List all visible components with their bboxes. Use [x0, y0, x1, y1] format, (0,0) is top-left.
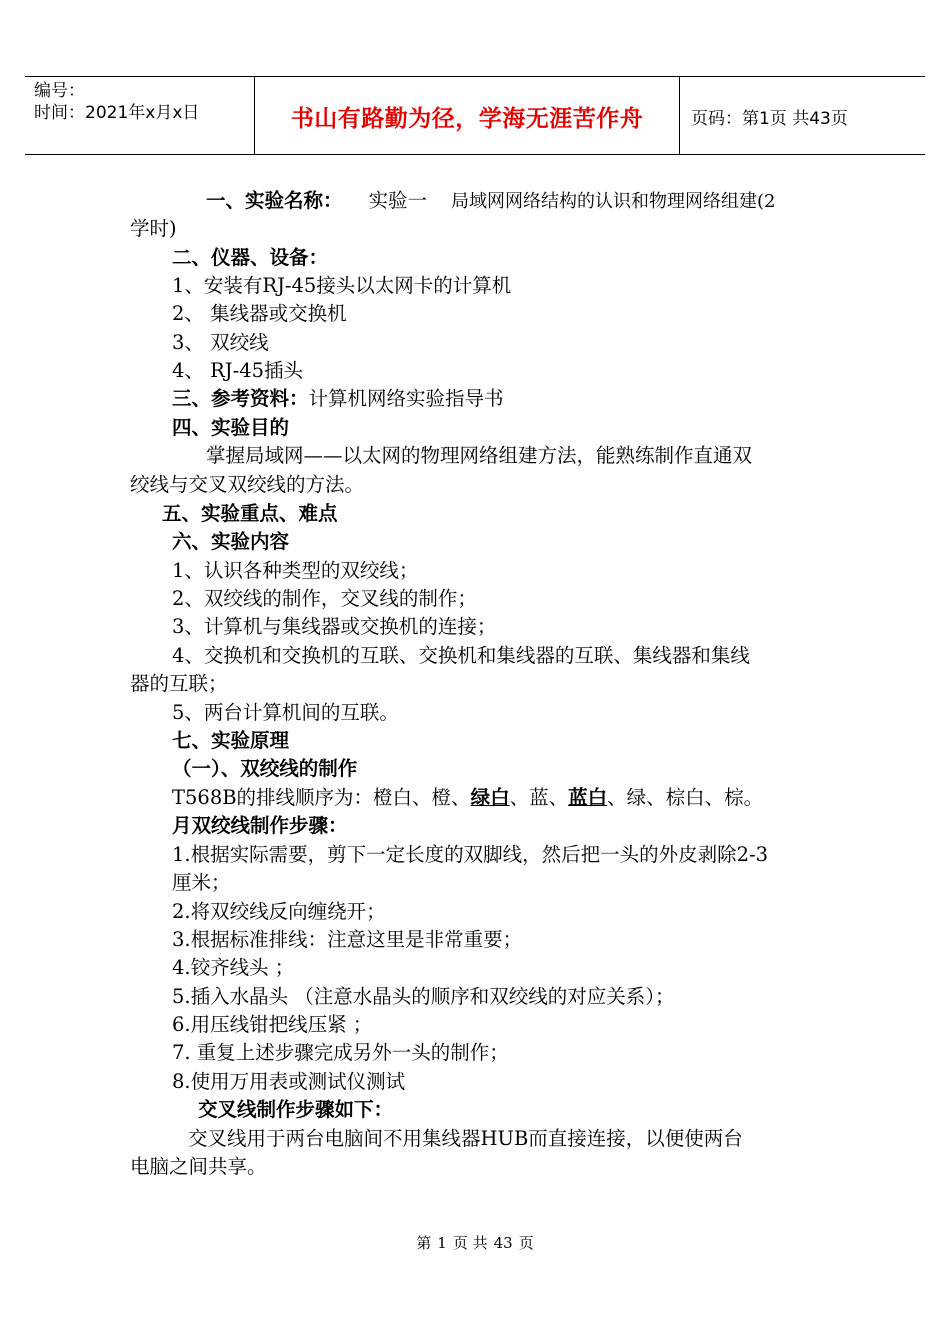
wiring-order-part: 、绿、棕白、棕。: [607, 786, 764, 809]
equipment-item: 1、安装有RJ-45接头以太网卡的计算机: [172, 274, 512, 297]
document-header: [25, 76, 925, 156]
step-item: 2.将双绞线反向缠绕开；: [172, 900, 386, 923]
wiring-order-highlight: 蓝白: [568, 786, 608, 809]
header-divider-right: [679, 76, 680, 155]
wiring-order-highlight: 绿白: [470, 786, 510, 809]
content-item: 2、双绞线的制作，交叉线的制作；: [172, 587, 477, 610]
header-bottom-rule: [25, 154, 925, 155]
crossover-text-line-2: 电脑之间共享。: [130, 1155, 267, 1178]
step-item: 6.用压线钳把线压紧 ；: [172, 1013, 373, 1036]
wiring-order-part: T568B的排线顺序为：橙白、橙、: [172, 786, 471, 809]
step-item: 3.根据标准排线：注意这里是非常重要；: [172, 928, 523, 951]
footer-total-pages: 43: [493, 1234, 513, 1252]
step-item-continuation: 厘米；: [172, 871, 231, 894]
subsection-heading: （一）、双绞线的制作: [172, 757, 358, 780]
time-label: 时间：2021年x月x日: [34, 103, 200, 123]
equipment-item: 4、 RJ-45插头: [172, 359, 304, 382]
step-item: 1.根据实际需要，剪下一定长度的双脚线，然后把一头的外皮剥除2-3: [172, 843, 769, 866]
section-3-line: [172, 386, 504, 412]
page-footer: [0, 1232, 950, 1253]
header-motto: 书山有路勤为径，学海无涯苦作舟: [290, 106, 644, 132]
footer-page-number: 1: [437, 1234, 447, 1252]
section-1-heading: 一、实验名称：: [206, 189, 343, 212]
title-continuation: 学时): [130, 217, 177, 240]
section-5-heading: 五、实验重点、难点: [162, 502, 338, 525]
step-item: 7. 重复上述步骤完成另外一头的制作；: [172, 1041, 509, 1064]
step-item: 5.插入水晶头 （注意水晶头的顺序和双绞线的对应关系）；: [172, 985, 675, 1008]
content-item-continuation: 器的互联；: [130, 672, 228, 695]
footer-suffix: 页: [518, 1234, 534, 1252]
header-page-info: 页码：第1页 共43页: [691, 109, 848, 129]
content-item: 3、计算机与集线器或交换机的连接；: [172, 615, 497, 638]
header-top-rule: [25, 76, 925, 77]
step-item: 8.使用万用表或测试仪测试: [172, 1070, 406, 1093]
section-7-heading: 七、实验原理: [172, 729, 290, 752]
section-4-heading: 四、实验目的: [172, 416, 290, 439]
crossover-text-line-1: 交叉线用于两台电脑间不用集线器HUB而直接连接，以便使两台: [188, 1127, 743, 1150]
section-2-heading: 二、仪器、设备：: [172, 246, 329, 269]
step-item: 4.铰齐线头 ；: [172, 956, 295, 979]
header-meta: [34, 80, 199, 124]
steps-heading: 月双绞线制作步骤：: [172, 814, 348, 837]
section-3-heading: 三、参考资料：: [172, 387, 309, 410]
experiment-title: 局域网网络结构的认识和物理网络组建(2: [451, 191, 776, 212]
footer-mid: 页 共: [452, 1234, 488, 1252]
content-item: 4、交换机和交换机的互联、交换机和集线器的互联、集线器和集线: [172, 644, 750, 667]
wiring-order-line: [172, 785, 763, 811]
experiment-number: 实验一: [368, 189, 428, 212]
equipment-item: 3、 双绞线: [172, 331, 269, 354]
section-6-heading: 六、实验内容: [172, 530, 290, 553]
crossover-heading: 交叉线制作步骤如下：: [198, 1098, 394, 1121]
equipment-item: 2、 集线器或交换机: [172, 302, 347, 325]
wiring-order-part: 、蓝、: [509, 786, 569, 809]
content-item: 5、两台计算机间的互联。: [172, 701, 399, 724]
content-item: 1、认识各种类型的双绞线；: [172, 559, 419, 582]
number-label: 编号：: [34, 81, 85, 101]
title-line: [206, 188, 776, 215]
purpose-text-line-1: 掌握局域网——以太网的物理网络组建方法，能熟练制作直通双: [206, 444, 753, 467]
footer-prefix: 第: [416, 1234, 432, 1252]
reference-material: 计算机网络实验指导书: [308, 387, 504, 410]
purpose-text-line-2: 绞线与交叉双绞线的方法。: [130, 473, 365, 496]
